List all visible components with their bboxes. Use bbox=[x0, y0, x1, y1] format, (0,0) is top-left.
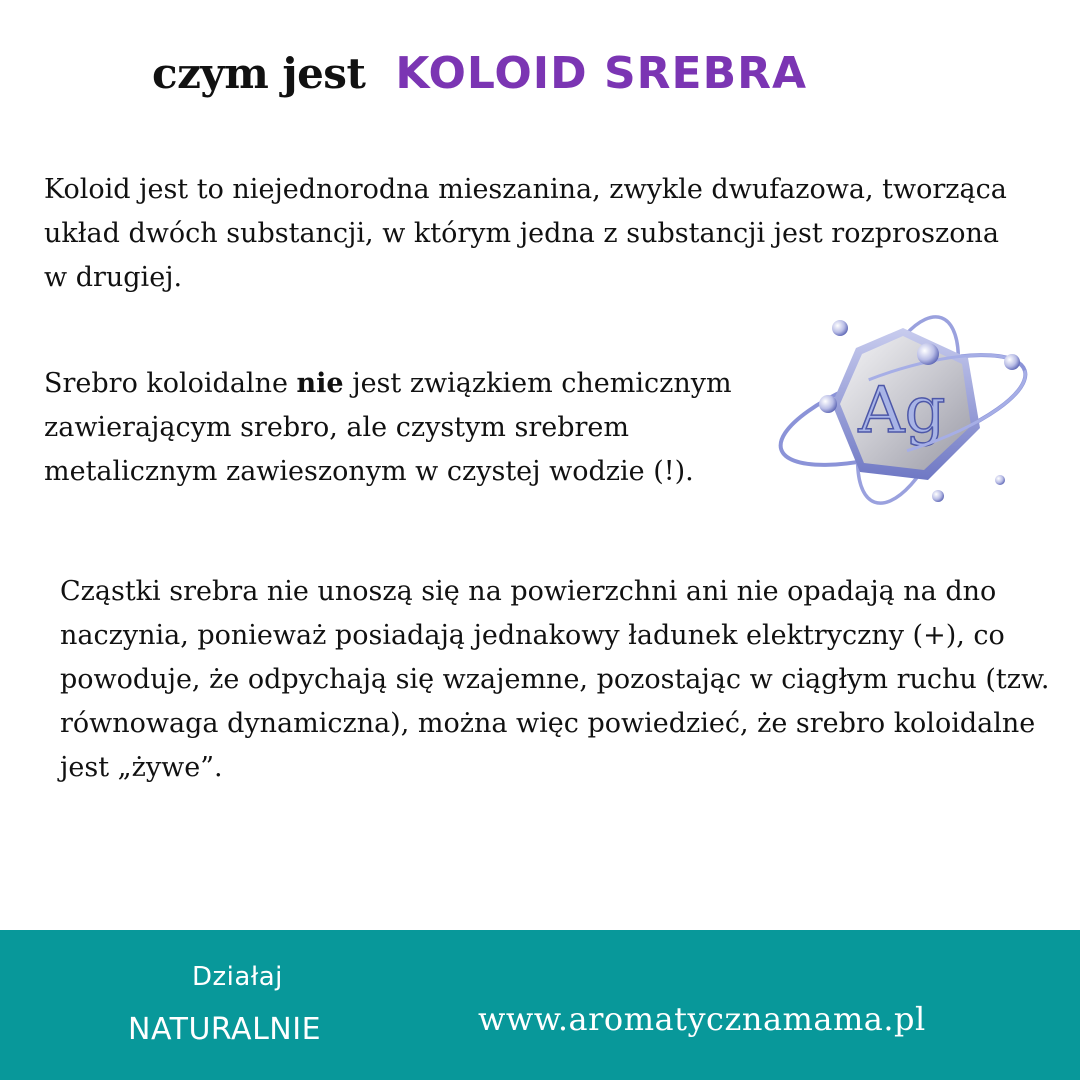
footer-website-link[interactable]: www.aromatycznamama.pl bbox=[478, 1000, 926, 1038]
paragraph-definition: Koloid jest to niejednorodna mieszanina, zwykle dwufazowa, tworząca układ dwóch substancji, w którym jedna z substancji jest rozproszona w drugiej. bbox=[44, 174, 1007, 293]
atom-symbol: Ag bbox=[858, 374, 946, 448]
silver-atom-icon bbox=[768, 310, 1038, 510]
paragraph-particles: Cząstki srebra nie unoszą się na powierzchni ani nie opadają na dno naczynia, ponieważ posiadają jednakowy ładunek elektryczny (+), co powoduje, że odpychają się wzajemne, pozostając w ciągłym ruchu (tzw. równowaga dynamiczna), można więc powiedzieć, że srebro koloidalne jest „żywe”. bbox=[60, 576, 1050, 783]
page-title bbox=[152, 48, 807, 99]
paragraph-silver-after: jest związkiem chemicznym zawierającym srebro, ale czystym srebrem metalicznym zawieszonym w czystej wodzie (!). bbox=[44, 368, 732, 487]
footer-slogan-line2: NATURALNIE bbox=[128, 1012, 322, 1047]
paragraph-silver bbox=[44, 362, 744, 494]
footer-banner bbox=[0, 930, 1080, 1080]
paragraph-silver-bold: nie bbox=[296, 368, 344, 399]
paragraph-silver-before: Srebro koloidalne bbox=[44, 368, 297, 399]
title-accent: KOLOID SREBRA bbox=[395, 48, 808, 99]
title-lead: czym jest bbox=[152, 49, 366, 98]
footer-slogan-line1: Działaj bbox=[192, 962, 283, 992]
